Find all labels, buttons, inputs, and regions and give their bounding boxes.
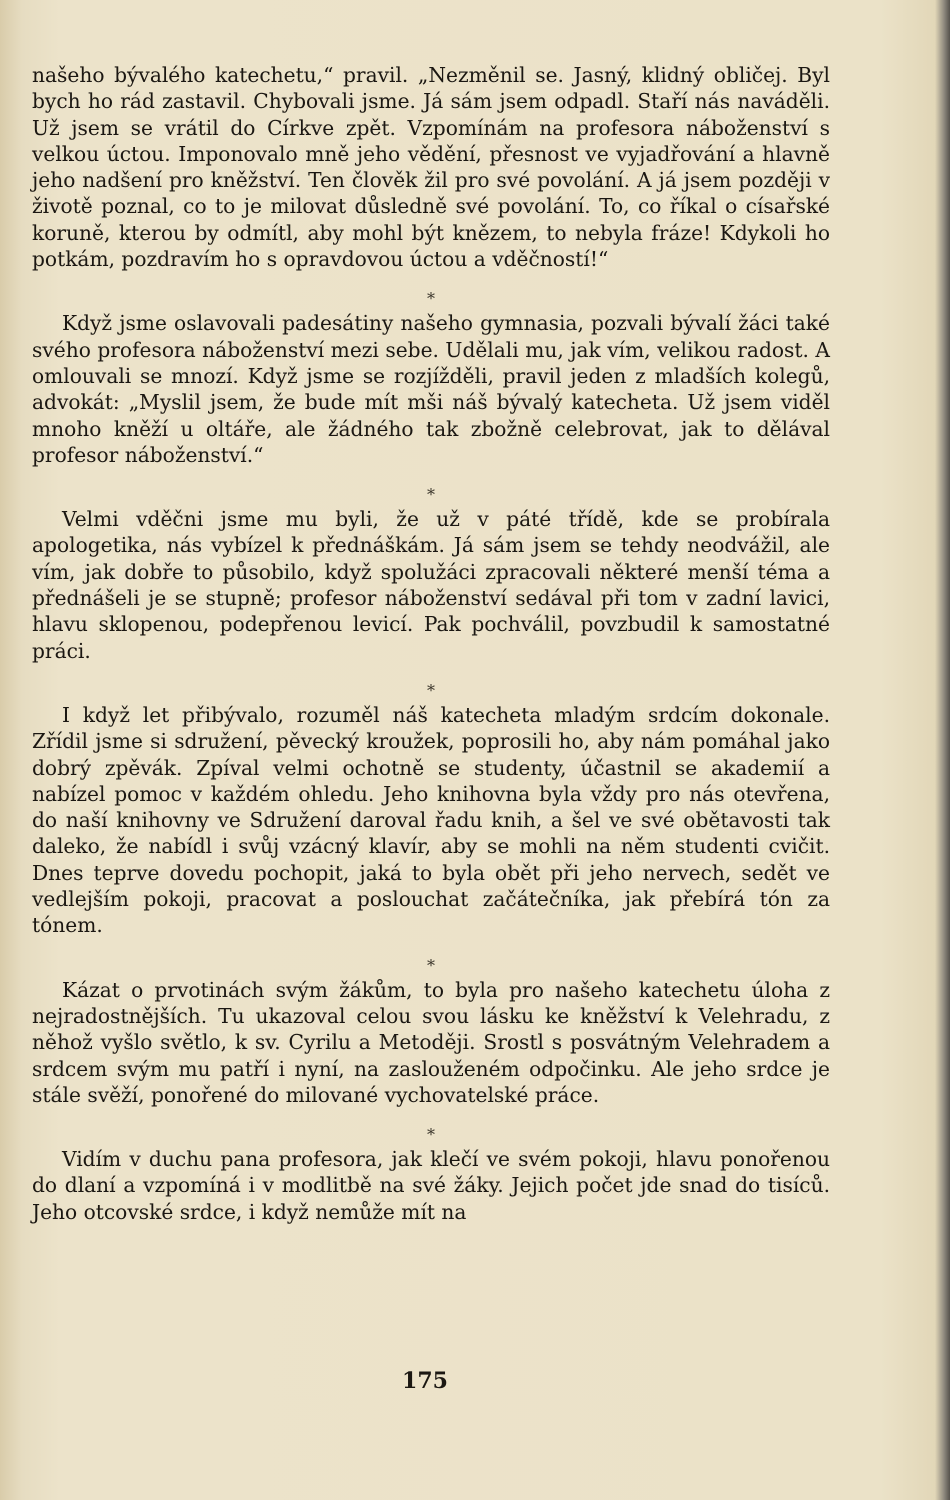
paragraph-6: Vidím v duchu pana profesora, jak klečí ve svém pokoji, hlavu ponořenou do dlaní a vzpomíná i v modlitbě na své žáky. Jejich počet jde snad do tisíců. Jeho otcovské srdce, i když nemůže mít na — [32, 1147, 830, 1224]
section-separator-4: * — [427, 955, 435, 975]
section-separator-2: * — [427, 485, 435, 505]
section-separator-3: * — [427, 680, 435, 700]
paragraph-3: Velmi vděčni jsme mu byli, že už v páté třídě, kde se probírala apologetika, nás vybízel k přednáškám. Já sám jsem se tehdy neodvážil, ale vím, jak dobře to působilo, když spolužáci zpracovali některé menší téma a přednášeli je se stupně; profesor náboženství sedával při tom v zadní lavici, hlavu sklopenou, podepřenou levicí. Pak pochválil, povzbudil k samostatné práci. — [32, 507, 830, 663]
section-separator-5: * — [427, 1125, 435, 1145]
paragraph-2: Když jsme oslavovali padesátiny našeho gymnasia, pozvali bývalí žáci také svého profesora náboženství mezi sebe. Udělali mu, jak vím, velikou radost. A omlouvali se mnozí. Když jsme se rozjížděli, pravil jeden z mladších kolegů, advokát: „Myslil jsem, že bude mít mši náš bývalý katecheta. Už jsem viděl mnoho kněží u oltáře, ale žádného tak zbožně celebrovat, jak to dělával profesor náboženství.“ — [32, 311, 830, 467]
paragraph-1: našeho bývalého katechetu,“ pravil. „Nezměnil se. Jasný, klidný obličej. Byl bych ho rád zastavil. Chybovali jsme. Já sám jsem odpadl. Staří nás naváděli. Už jsem se vrátil do Církve zpět. Vzpomínám na profesora náboženství s velkou úctou. Imponovalo mně jeho vědění, přesnost ve vyjadřování a hlavně jeho nadšení pro kněžství. Ten člověk žil pro své povolání. A já jsem později v životě poznal, co to je milovat důsledně své povolání. To, co říkal o císařské koruně, kterou by odmítl, aby mohl být knězem, to nebyla fráze! Kdykoli ho potkám, pozdravím ho s opravdovou úctou a vděčností!“ — [32, 63, 830, 272]
paragraph-5: Kázat o prvotinách svým žákům, to byla pro našeho katechetu úloha z nejradostnějších. Tu ukazoval celou svou lásku ke kněžství k Velehradu, z něhož vyšlo světlo, k sv. Cyrilu a Metoději. Srostl s posvátným Velehradem a srdcem svým mu patří i nyní, na zaslouženém odpočinku. Ale jeho srdce je stále svěží, ponořené do milované vychovatelské práce. — [32, 977, 830, 1107]
section-separator-1: * — [427, 289, 435, 309]
paragraph-4: I když let přibývalo, rozuměl náš katecheta mladým srdcím dokonale. Zřídil jsme si sdružení, pěvecký kroužek, poprosili ho, aby nám pomáhal jako dobrý zpěvák. Zpíval velmi ochotně se studenty, účastnil se akademií a nabízel pomoc v každém ohledu. Jeho knihovna byla vždy pro nás otevřena, do naší knihovny ve Sdružení daroval řadu knih, a šel ve své obětavosti tak daleko, že nabídl i svůj vzácný klavír, aby se mohli na něm studenti cvičit. Dnes teprve dovedu pochopit, jaká to byla obět při jeho nervech, sedět ve vedlejším pokoji, pracovat a poslouchat začátečníka, jak přebírá tón za tónem. — [32, 702, 830, 938]
page-number: 175 — [402, 1368, 448, 1394]
page-body — [32, 62, 830, 1225]
